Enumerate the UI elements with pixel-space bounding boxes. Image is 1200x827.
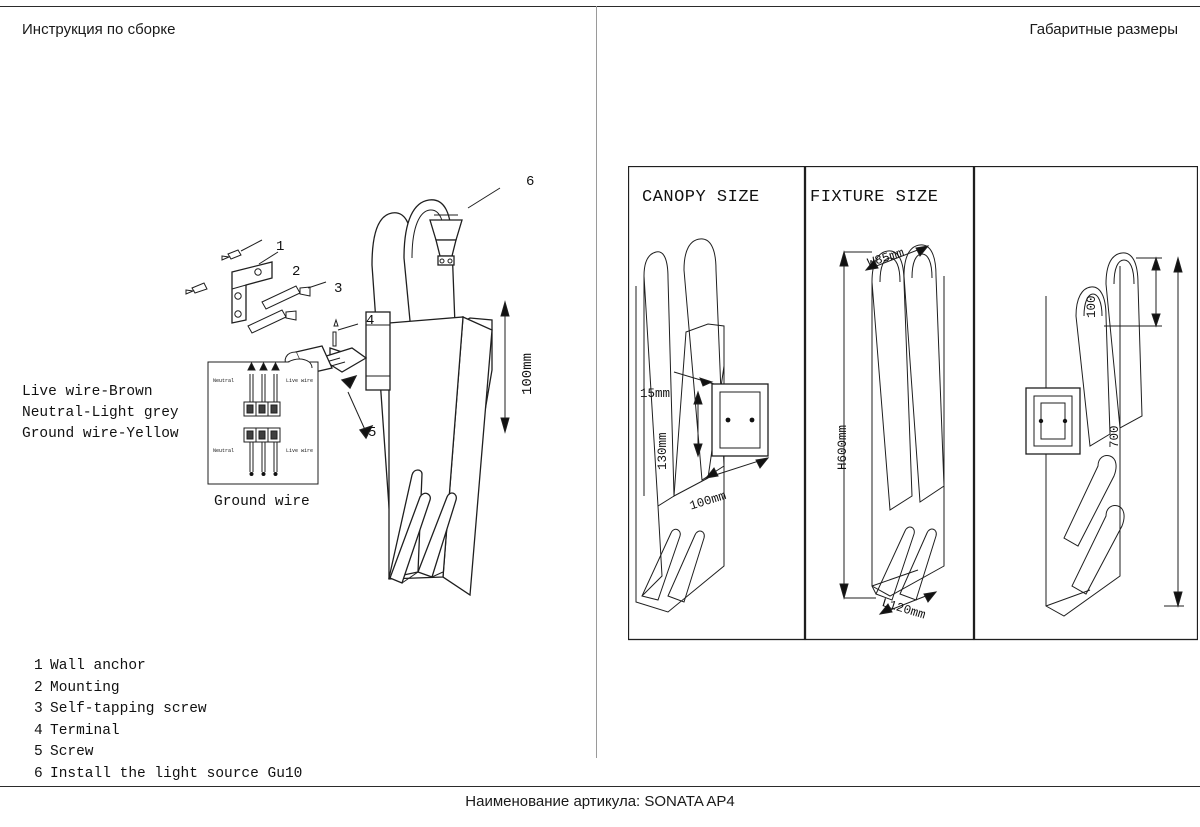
callout-leader-5 [348,392,366,432]
parts-list-item-number: 5 [34,744,43,760]
panel-2-frame [806,167,974,640]
parts-list-item [34,656,302,678]
parts-list-item [34,699,302,721]
callout-4: 4 [366,313,375,329]
header-right-title: Габаритные размеры [1029,21,1178,38]
parts-list-item-label: Terminal [50,722,120,739]
parts-list-item-number: 6 [34,765,43,782]
terminal-label-neutral-bottom: Neutral [213,448,235,454]
callout-6: 6 [526,174,535,190]
header-left-title: Инструкция по сборке [22,21,176,38]
terminal-label-neutral-top: Neutral [213,378,235,384]
callout-5: 5 [368,425,377,441]
panel-3-label-100: 100 [1085,295,1099,318]
panel-2-label-h600mm: H600mm [836,424,850,470]
ground-wire-caption: Ground wire [214,494,310,510]
top-divider-rule [0,6,1200,7]
parts-list-item [34,721,302,743]
callout-leader-6 [468,188,500,208]
wiring-legend-line-3: Ground wire-Yellow [22,426,179,442]
panel-1-label-100mm: 100mm [688,489,728,514]
callout-2: 2 [292,264,301,280]
height-dimension-100mm [501,302,509,432]
wiring-legend-line-1: Live wire-Brown [22,384,153,400]
lamp-body-group [366,200,492,595]
dimension-panels [628,166,1198,666]
panel-1-title: CANOPY SIZE [642,188,760,207]
mounting-bracket [232,262,272,323]
callout-height-note: 100mm [520,352,536,395]
self-tapping-screws [248,282,326,333]
panel-3-drawing [1026,253,1184,616]
parts-list-item [34,678,302,700]
parts-list-item-number: 4 [34,722,43,739]
panel-3-label-700: 700 [1108,425,1122,448]
terminal-label-live-top: Live wire [286,378,314,384]
parts-list-item [34,742,302,764]
panel-2-title: FIXTURE SIZE [810,188,939,207]
terminal-label-live-bottom: Live wire [286,448,314,454]
parts-list-item-label: Wall anchor [50,658,146,674]
parts-list-item [34,764,302,786]
parts-list-item-label: Mounting [50,679,120,696]
panel-2-drawing [840,245,944,614]
parts-list-item-label: Self-tapping screw [50,701,207,717]
wiring-legend-line-2: Neutral-Light grey [22,405,179,421]
parts-list-item-label: Screw [50,744,94,760]
wiring-diagram-box [208,359,318,484]
panel-2-label-w85mm: W85mm [866,246,906,271]
article-name-footer: Наименование артикула: SONATA AP4 [465,793,735,810]
parts-list-item-number: 3 [34,701,43,717]
vertical-divider-rule [596,6,597,758]
parts-list-item-number: 2 [34,679,43,696]
panel-2-label-l120mm: L120mm [879,596,928,623]
parts-list-item-number: 1 [34,658,43,674]
wiring-legend [22,382,179,445]
panel-1-label-15mm: 15mm [640,387,671,401]
bottom-divider-rule [0,786,1200,787]
panel-1-drawing [636,239,768,612]
callout-1: 1 [276,239,285,255]
panel-3-frame [975,167,1198,640]
parts-list [34,656,302,785]
panel-1-label-130mm: 130mm [656,432,670,470]
parts-list-item-label: Install the light source Gu10 [50,765,303,782]
callout-3: 3 [334,281,343,297]
